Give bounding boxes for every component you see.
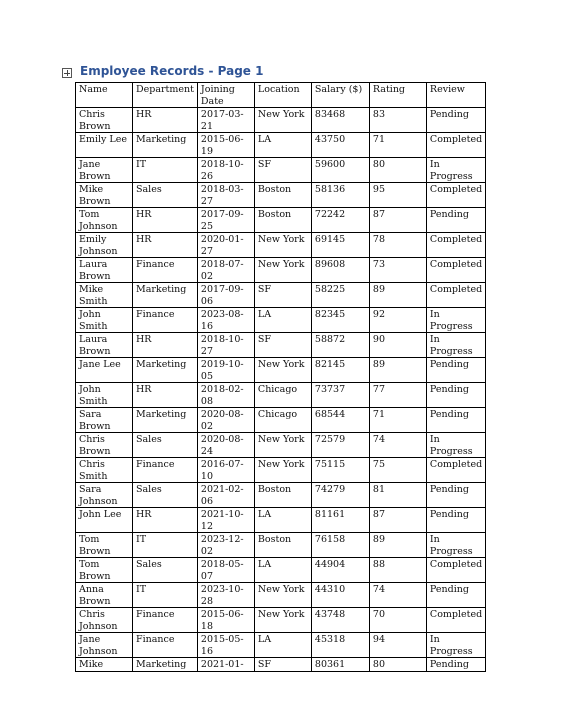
table-cell[interactable]: 76158 xyxy=(311,533,369,558)
table-cell[interactable]: SF xyxy=(254,158,311,183)
table-cell[interactable]: 2018-05-07 xyxy=(197,558,254,583)
table-cell[interactable]: New York xyxy=(254,433,311,458)
table-cell[interactable]: 75 xyxy=(369,458,426,483)
table-cell[interactable]: In Progress xyxy=(426,633,485,658)
table-row xyxy=(76,333,486,358)
table-cell[interactable]: 71 xyxy=(369,133,426,158)
table-cell[interactable]: New York xyxy=(254,258,311,283)
table-cell[interactable]: Mike Brown xyxy=(76,183,133,208)
table-cell[interactable]: HR xyxy=(133,233,198,258)
table-cell[interactable]: Laura Brown xyxy=(76,258,133,283)
table-cell[interactable]: 88 xyxy=(369,558,426,583)
table-cell[interactable]: Completed xyxy=(426,608,485,633)
table-cell[interactable]: Jane Lee xyxy=(76,358,133,383)
table-cell[interactable]: Tom Brown xyxy=(76,558,133,583)
table-cell[interactable]: Completed xyxy=(426,458,485,483)
table-cell[interactable]: Sara Johnson xyxy=(76,483,133,508)
table-cell[interactable]: 72579 xyxy=(311,433,369,458)
table-cell[interactable]: Pending xyxy=(426,383,485,408)
table-cell[interactable]: Tom Brown xyxy=(76,533,133,558)
table-cell[interactable]: 69145 xyxy=(311,233,369,258)
table-cell[interactable]: Boston xyxy=(254,483,311,508)
table-header-row xyxy=(76,83,486,108)
table-cell[interactable]: Tom Johnson xyxy=(76,208,133,233)
table-cell[interactable]: IT xyxy=(133,583,198,608)
table-cell[interactable]: 59600 xyxy=(311,158,369,183)
table-cell[interactable]: 80 xyxy=(369,658,426,672)
table-cell[interactable]: Completed xyxy=(426,283,485,308)
table-cell[interactable]: 89608 xyxy=(311,258,369,283)
table-row xyxy=(76,358,486,383)
table-cell[interactable]: 80 xyxy=(369,158,426,183)
table-row xyxy=(76,258,486,283)
table-cell[interactable]: 2021-01- xyxy=(197,658,254,672)
table-cell[interactable]: Finance xyxy=(133,608,198,633)
table-cell[interactable]: Sales xyxy=(133,433,198,458)
table-cell[interactable]: 2017-09-25 xyxy=(197,208,254,233)
table-cell[interactable]: 2017-03-21 xyxy=(197,108,254,133)
table-cell[interactable]: Finance xyxy=(133,258,198,283)
table-cell[interactable]: 90 xyxy=(369,333,426,358)
table-cell[interactable]: 2023-12-02 xyxy=(197,533,254,558)
table-cell[interactable]: 2021-02-06 xyxy=(197,483,254,508)
table-cell[interactable]: Marketing xyxy=(133,283,198,308)
table-cell[interactable]: Marketing xyxy=(133,408,198,433)
table-cell[interactable]: Sales xyxy=(133,483,198,508)
table-cell[interactable]: Sales xyxy=(133,558,198,583)
table-cell[interactable]: Pending xyxy=(426,658,485,672)
table-move-handle-icon[interactable] xyxy=(62,68,72,78)
table-cell[interactable]: 2015-06-19 xyxy=(197,133,254,158)
table-cell[interactable]: 2023-10-28 xyxy=(197,583,254,608)
table-row xyxy=(76,233,486,258)
table-cell[interactable]: 74279 xyxy=(311,483,369,508)
table-cell[interactable]: IT xyxy=(133,533,198,558)
table-cell[interactable]: John Lee xyxy=(76,508,133,533)
table-cell[interactable]: Completed xyxy=(426,233,485,258)
table-cell[interactable]: 2018-03-27 xyxy=(197,183,254,208)
table-cell[interactable]: 83468 xyxy=(311,108,369,133)
table-cell[interactable]: Boston xyxy=(254,533,311,558)
table-cell[interactable]: 83 xyxy=(369,108,426,133)
table-cell[interactable]: John Smith xyxy=(76,383,133,408)
table-cell[interactable]: New York xyxy=(254,608,311,633)
table-cell[interactable]: Mike xyxy=(76,658,133,672)
table-cell[interactable]: 70 xyxy=(369,608,426,633)
table-cell[interactable]: Mike Smith xyxy=(76,283,133,308)
table-cell[interactable]: 94 xyxy=(369,633,426,658)
table-cell[interactable]: 45318 xyxy=(311,633,369,658)
header-cell[interactable]: Rating xyxy=(369,83,426,108)
table-cell[interactable]: 77 xyxy=(369,383,426,408)
table-cell[interactable]: 74 xyxy=(369,433,426,458)
table-cell[interactable]: Pending xyxy=(426,208,485,233)
table-cell[interactable]: 2018-10-26 xyxy=(197,158,254,183)
table-cell[interactable]: 2021-10-12 xyxy=(197,508,254,533)
table-cell[interactable]: Finance xyxy=(133,308,198,333)
table-cell[interactable]: 2020-01-27 xyxy=(197,233,254,258)
table-row xyxy=(76,483,486,508)
table-cell[interactable]: 2020-08-24 xyxy=(197,433,254,458)
table-row xyxy=(76,383,486,408)
table-row xyxy=(76,458,486,483)
table-cell[interactable]: 2023-08-16 xyxy=(197,308,254,333)
table-row xyxy=(76,508,486,533)
table-cell[interactable]: Finance xyxy=(133,633,198,658)
header-cell[interactable]: Review xyxy=(426,83,485,108)
table-cell[interactable]: New York xyxy=(254,583,311,608)
header-cell[interactable]: Name xyxy=(76,83,133,108)
table-row xyxy=(76,558,486,583)
table-cell[interactable]: HR xyxy=(133,108,198,133)
table-cell[interactable]: John Smith xyxy=(76,308,133,333)
table-cell[interactable]: New York xyxy=(254,108,311,133)
table-row xyxy=(76,308,486,333)
header-cell[interactable]: Salary ($) xyxy=(311,83,369,108)
table-row xyxy=(76,208,486,233)
header-cell[interactable]: Department xyxy=(133,83,198,108)
table-row xyxy=(76,108,486,133)
table-cell[interactable]: 2019-10-05 xyxy=(197,358,254,383)
table-cell[interactable]: 89 xyxy=(369,533,426,558)
table-cell[interactable]: IT xyxy=(133,158,198,183)
table-cell[interactable]: 2018-10-27 xyxy=(197,333,254,358)
table-cell[interactable]: 78 xyxy=(369,233,426,258)
header-cell[interactable]: Location xyxy=(254,83,311,108)
table-cell[interactable]: SF xyxy=(254,283,311,308)
table-row xyxy=(76,633,486,658)
table-cell[interactable]: Marketing xyxy=(133,133,198,158)
table-cell[interactable]: 82345 xyxy=(311,308,369,333)
table-cell[interactable]: HR xyxy=(133,383,198,408)
table-cell[interactable]: Completed xyxy=(426,183,485,208)
table-cell[interactable]: 81 xyxy=(369,483,426,508)
table-cell[interactable]: LA xyxy=(254,508,311,533)
table-cell[interactable]: Completed xyxy=(426,558,485,583)
table-cell[interactable]: Boston xyxy=(254,208,311,233)
table-cell[interactable]: Jane Johnson xyxy=(76,633,133,658)
table-cell[interactable]: Chicago xyxy=(254,383,311,408)
table-body xyxy=(76,108,486,672)
table-cell[interactable]: Chris Smith xyxy=(76,458,133,483)
table-cell[interactable]: Chicago xyxy=(254,408,311,433)
table-cell[interactable]: 2018-07-02 xyxy=(197,258,254,283)
table-cell[interactable]: 2016-07-10 xyxy=(197,458,254,483)
table-cell[interactable]: 71 xyxy=(369,408,426,433)
table-row xyxy=(76,533,486,558)
table-cell[interactable]: HR xyxy=(133,508,198,533)
employee-records-table xyxy=(75,82,486,672)
table-cell[interactable]: 80361 xyxy=(311,658,369,672)
table-row xyxy=(76,283,486,308)
table-cell[interactable]: 58872 xyxy=(311,333,369,358)
table-cell[interactable]: LA xyxy=(254,308,311,333)
table-cell[interactable]: 73 xyxy=(369,258,426,283)
table-cell[interactable]: Completed xyxy=(426,258,485,283)
table-row xyxy=(76,183,486,208)
table-cell[interactable]: Sales xyxy=(133,183,198,208)
table-cell[interactable]: Anna Brown xyxy=(76,583,133,608)
table-cell[interactable]: 2018-02-08 xyxy=(197,383,254,408)
table-cell[interactable]: 95 xyxy=(369,183,426,208)
table-cell[interactable]: 74 xyxy=(369,583,426,608)
table-cell[interactable]: In Progress xyxy=(426,333,485,358)
table-row xyxy=(76,158,486,183)
table-cell[interactable]: 72242 xyxy=(311,208,369,233)
table-cell[interactable]: 2015-06-18 xyxy=(197,608,254,633)
table-cell[interactable]: New York xyxy=(254,233,311,258)
header-cell[interactable]: Joining Date xyxy=(197,83,254,108)
table-cell[interactable]: 44310 xyxy=(311,583,369,608)
table-cell[interactable]: 73737 xyxy=(311,383,369,408)
table-cell[interactable]: Pending xyxy=(426,408,485,433)
table-cell[interactable]: New York xyxy=(254,458,311,483)
table-cell[interactable]: 82145 xyxy=(311,358,369,383)
table-cell[interactable]: Chris Brown xyxy=(76,433,133,458)
table-cell[interactable]: 81161 xyxy=(311,508,369,533)
table-cell[interactable]: In Progress xyxy=(426,158,485,183)
table-cell[interactable]: HR xyxy=(133,333,198,358)
table-cell[interactable]: 58136 xyxy=(311,183,369,208)
table-row xyxy=(76,583,486,608)
table-cell[interactable]: In Progress xyxy=(426,533,485,558)
table-cell[interactable]: Finance xyxy=(133,458,198,483)
table-cell[interactable]: LA xyxy=(254,633,311,658)
table-cell[interactable]: In Progress xyxy=(426,308,485,333)
table-cell[interactable]: In Progress xyxy=(426,433,485,458)
table-cell[interactable]: 43750 xyxy=(311,133,369,158)
table-cell[interactable]: SF xyxy=(254,333,311,358)
table-row xyxy=(76,408,486,433)
table-cell[interactable]: 2020-08-02 xyxy=(197,408,254,433)
table-cell[interactable]: 43748 xyxy=(311,608,369,633)
table-cell[interactable]: Marketing xyxy=(133,658,198,672)
table-cell[interactable]: Pending xyxy=(426,583,485,608)
table-row xyxy=(76,433,486,458)
table-cell[interactable]: LA xyxy=(254,133,311,158)
table-cell[interactable]: 92 xyxy=(369,308,426,333)
table-cell[interactable]: 2017-09-06 xyxy=(197,283,254,308)
table-cell[interactable]: New York xyxy=(254,358,311,383)
table-cell[interactable]: 2015-05-16 xyxy=(197,633,254,658)
table-cell[interactable]: Pending xyxy=(426,108,485,133)
table-cell[interactable]: Pending xyxy=(426,508,485,533)
table-cell[interactable]: 87 xyxy=(369,208,426,233)
table-cell[interactable]: Chris Brown xyxy=(76,108,133,133)
table-cell[interactable]: Emily Johnson xyxy=(76,233,133,258)
table-cell[interactable]: Completed xyxy=(426,133,485,158)
table-cell[interactable]: Marketing xyxy=(133,358,198,383)
table-cell[interactable]: 44904 xyxy=(311,558,369,583)
table-cell[interactable]: 89 xyxy=(369,358,426,383)
table-cell[interactable]: Sara Brown xyxy=(76,408,133,433)
table-row xyxy=(76,133,486,158)
table-cell[interactable]: 58225 xyxy=(311,283,369,308)
table-cell[interactable]: Emily Lee xyxy=(76,133,133,158)
table-cell[interactable]: 87 xyxy=(369,508,426,533)
table-cell[interactable]: HR xyxy=(133,208,198,233)
table-cell[interactable]: LA xyxy=(254,558,311,583)
table-cell[interactable]: Laura Brown xyxy=(76,333,133,358)
table-row xyxy=(76,658,486,672)
table-cell[interactable]: Boston xyxy=(254,183,311,208)
table-row xyxy=(76,608,486,633)
table-cell[interactable]: 89 xyxy=(369,283,426,308)
table-cell[interactable]: Chris Johnson xyxy=(76,608,133,633)
table-cell[interactable]: Pending xyxy=(426,358,485,383)
table-cell[interactable]: Jane Brown xyxy=(76,158,133,183)
table-cell[interactable]: 68544 xyxy=(311,408,369,433)
table-cell[interactable]: SF xyxy=(254,658,311,672)
table-cell[interactable]: 75115 xyxy=(311,458,369,483)
document-heading: Employee Records - Page 1 xyxy=(80,64,264,78)
table-cell[interactable]: Pending xyxy=(426,483,485,508)
